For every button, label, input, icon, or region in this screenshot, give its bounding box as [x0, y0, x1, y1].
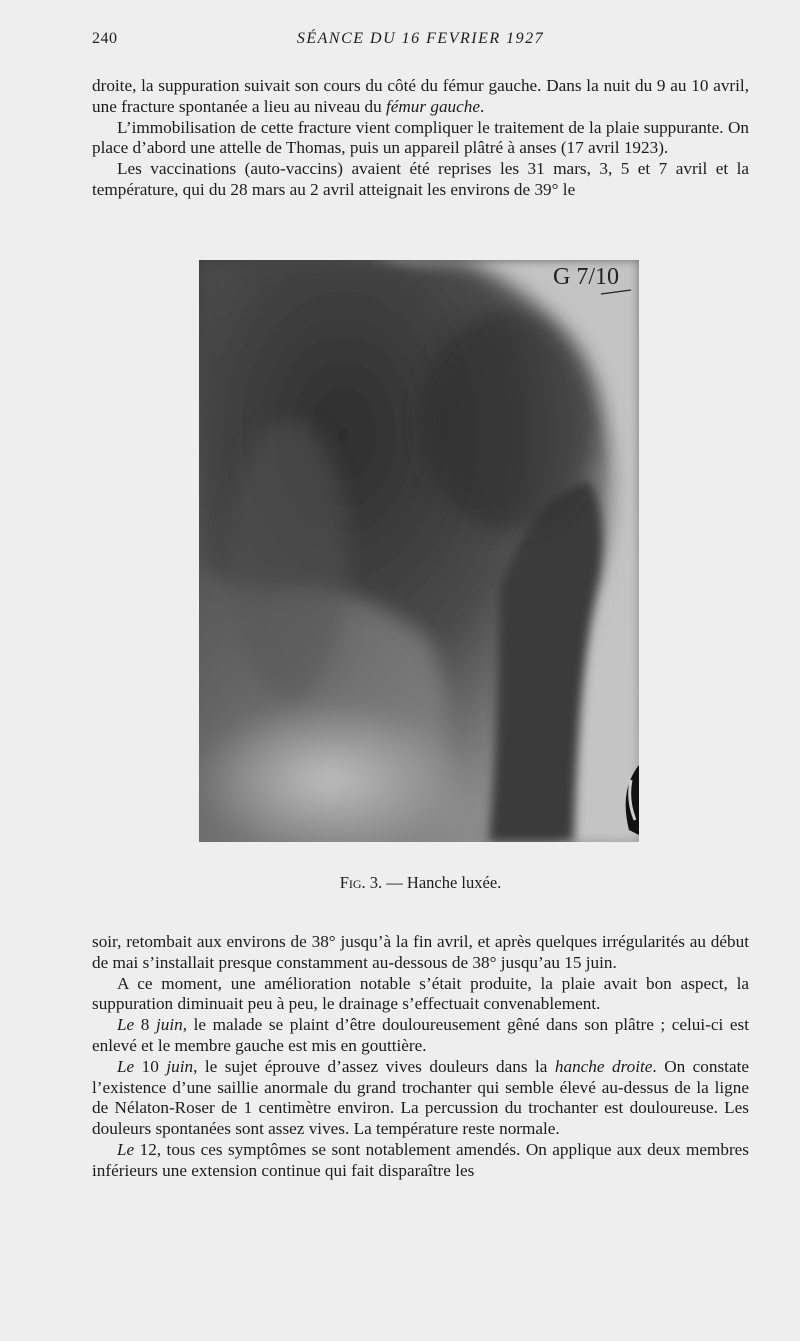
italic-text: Le	[117, 1015, 135, 1035]
text-run: 12, tous ces symptômes se sont notablement amendés. On applique aux deux membres inférieurs une extension continue qui fait disparaître les	[92, 1139, 749, 1180]
hip-radiograph-image	[199, 260, 639, 842]
body-text-top	[92, 76, 749, 201]
paragraph	[92, 1057, 749, 1140]
italic-text: Le	[117, 1056, 135, 1076]
text-run: L’immobilisation de cette fracture vient compliquer le traitement de la plaie suppurante. On place d’abord une attelle de Thomas, puis un appareil plâtré à anses (17 avril 1923).	[92, 117, 749, 158]
running-header	[92, 30, 749, 52]
figure-label: Fig. 3.	[339, 873, 383, 892]
body-text-bottom	[92, 932, 749, 1182]
paragraph	[92, 1140, 749, 1182]
xray-figure	[199, 260, 639, 842]
running-title: SÉANCE DU 16 FEVRIER 1927	[296, 30, 545, 47]
text-run: soir, retombait aux environs de 38° jusqu’à la fin avril, et après quelques irrégularités au début de mai s’installait presque constamment au-dessous de 38° jusqu’au 15 juin.	[92, 932, 749, 972]
text-run: 8	[134, 1015, 156, 1035]
figure-caption	[92, 873, 749, 893]
page-number: 240	[92, 30, 118, 47]
paragraph	[92, 76, 749, 118]
text-run: , le malade se plaint d’être douloureusement gêné dans son plâtre ; celui-ci est enlevé et le membre gauche est mis en gouttière.	[92, 1015, 749, 1055]
italic-text: Le	[117, 1139, 135, 1159]
paragraph	[92, 1015, 749, 1057]
text-run: .	[480, 96, 485, 116]
paragraph	[92, 118, 749, 160]
text-run: A ce moment, une amélioration notable s’était produite, la plaie avait bon aspect, la suppuration diminuait peu à peu, le drainage s’effectuait convenablement.	[92, 973, 749, 1014]
caption-text: Hanche luxée.	[406, 873, 502, 892]
italic-text: juin	[155, 1015, 183, 1035]
paragraph	[92, 159, 749, 201]
text-run: Les vaccinations (auto-vaccins) avaient été reprises les 31 mars, 3, 5 et 7 avril et la température, qui du 28 mars au 2 avril atteignait les environs de 39° le	[92, 159, 749, 199]
text-run: . On constate l’existence d’une saillie anormale du grand trochanter qui semble élevé au-dessus de la ligne de Nélaton-Roser de 1 centimètre environ. La percussion du trochanter est douloureuse. Les douleurs spontanées sont assez vives. La température reste normale.	[92, 1056, 749, 1139]
italic-text: fémur gauche	[385, 96, 480, 116]
text-run: , le sujet éprouve d’assez vives douleurs dans la	[193, 1056, 555, 1076]
caption-dash: —	[386, 873, 403, 892]
italic-text: hanche droite	[554, 1056, 653, 1076]
text-run: 10	[134, 1056, 167, 1076]
paragraph	[92, 932, 749, 974]
text-run: droite, la suppuration suivait son cours du côté du fémur gauche. Dans la nuit du 9 au 10 avril, une fracture spontanée a lieu au niveau du	[92, 76, 749, 116]
handwritten-marks: G 7/10	[553, 264, 619, 290]
italic-text: juin	[166, 1056, 194, 1076]
paragraph	[92, 974, 749, 1016]
